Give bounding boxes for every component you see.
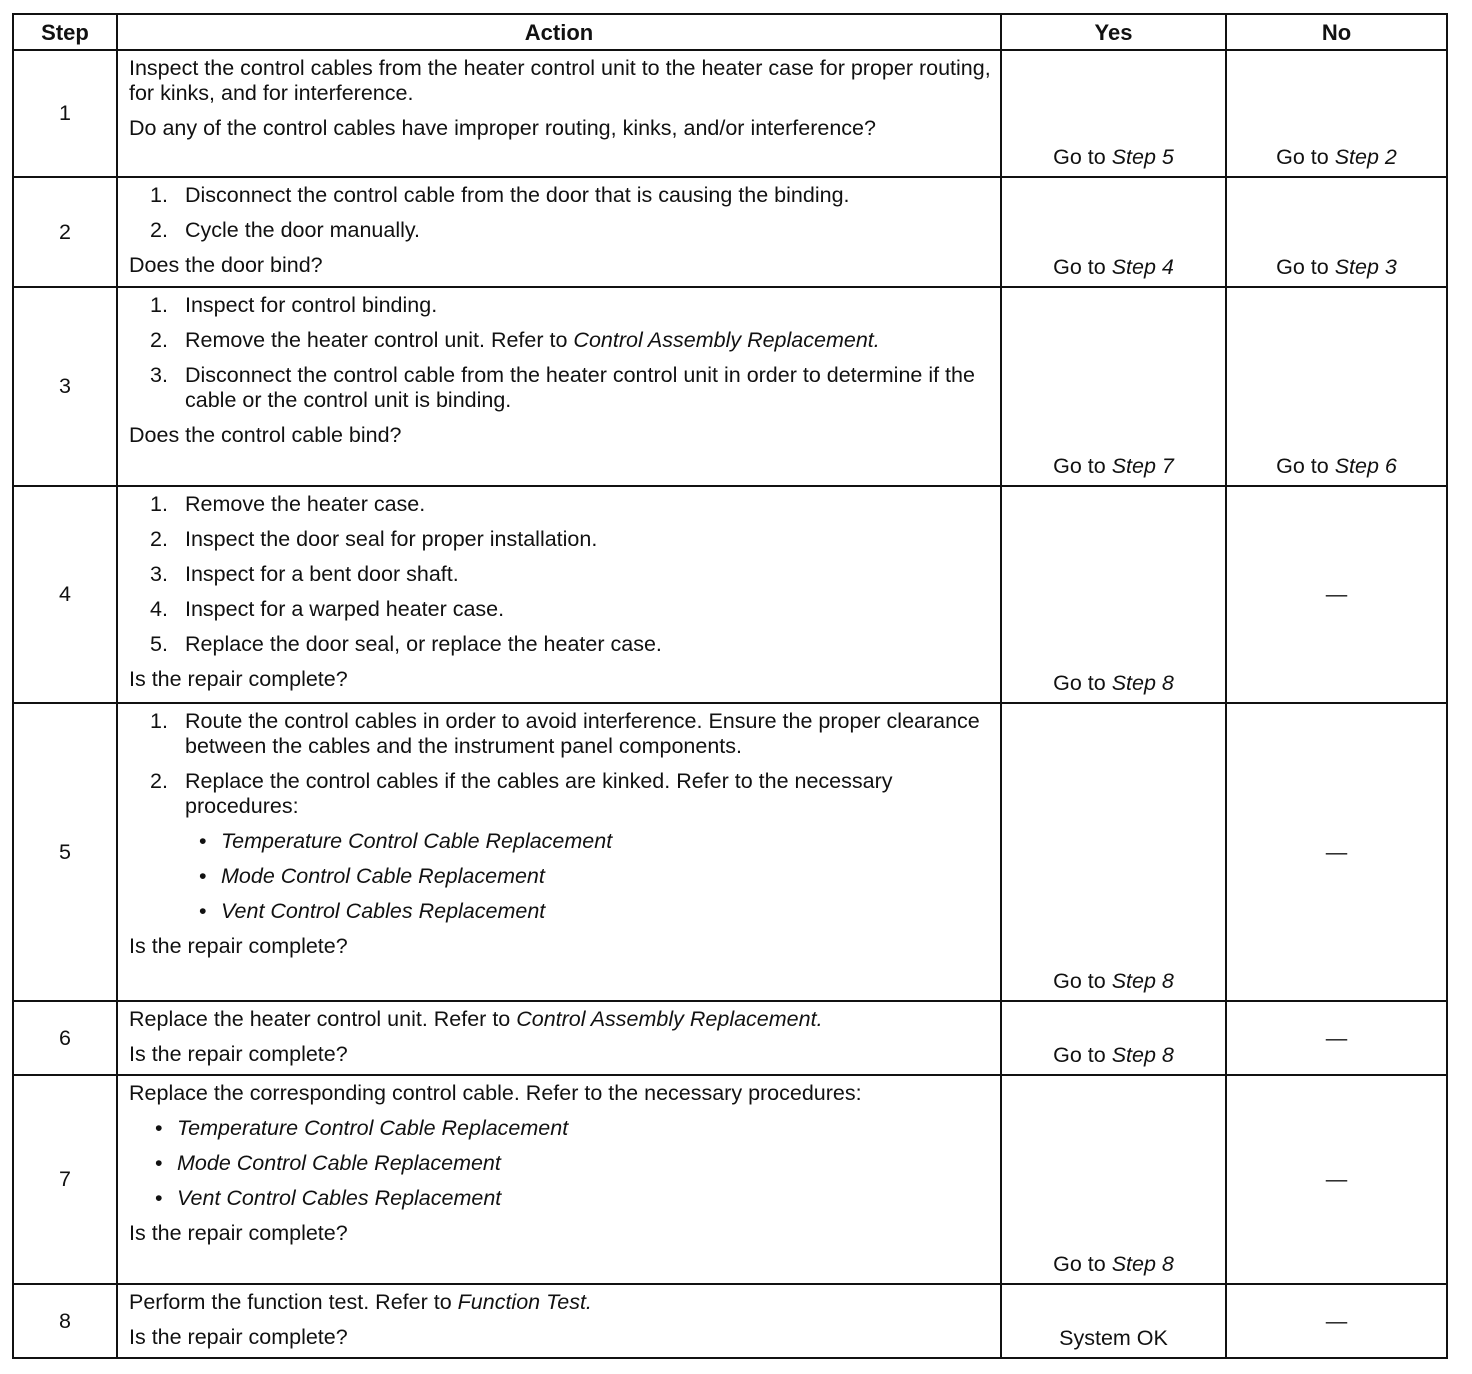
action-question: Do any of the control cables have improper routing, kinks, and/or interference?: [129, 116, 876, 140]
numbered-item: [129, 363, 992, 413]
table-row: [13, 1001, 1447, 1075]
item-text: Remove the heater case.: [185, 492, 426, 516]
numbered-item: [129, 183, 992, 208]
no-cell: [1226, 1075, 1447, 1284]
item-text: Inspect for a warped heater case.: [185, 597, 505, 621]
item-text: Inspect for control binding.: [185, 293, 438, 317]
table-row: [13, 287, 1447, 486]
action-cell: [117, 1075, 1001, 1284]
yes-cell: [1001, 177, 1226, 287]
procedure-reference: Vent Control Cables Replacement: [221, 899, 546, 923]
action-cell: [117, 486, 1001, 703]
action-cell: [117, 287, 1001, 486]
yes-step-link: Step 4: [1111, 255, 1174, 279]
bullet-icon: •: [155, 1151, 163, 1175]
no-cell: [1226, 287, 1447, 486]
item-text: Inspect the door seal for proper installation.: [185, 527, 598, 551]
action-text: [129, 1007, 992, 1032]
item-number: 1.: [150, 492, 168, 516]
bullet-item: [129, 1151, 992, 1176]
procedure-reference: Function Test.: [457, 1290, 592, 1314]
no-dash: —: [1325, 839, 1348, 864]
item-number: 1.: [150, 709, 168, 733]
no-step-link: Step 6: [1334, 454, 1397, 478]
item-number: 2.: [150, 328, 168, 352]
action-question: Is the repair complete?: [129, 1042, 348, 1066]
procedure-reference: Control Assembly Replacement.: [573, 328, 880, 352]
action-cell: [117, 1001, 1001, 1075]
go-to-label: Go to: [1053, 255, 1106, 279]
go-to-label: Go to: [1053, 145, 1106, 169]
action-cell: [117, 1284, 1001, 1358]
system-ok-text: System OK: [1059, 1326, 1168, 1350]
action-question: Is the repair complete?: [129, 1221, 348, 1245]
numbered-item: [129, 328, 992, 353]
no-step-link: Step 2: [1334, 145, 1397, 169]
no-cell: [1226, 1284, 1447, 1358]
item-number: 1.: [150, 183, 168, 207]
numbered-item: [129, 769, 992, 819]
bullet-icon: •: [155, 1186, 163, 1210]
yes-cell: [1001, 287, 1226, 486]
no-dash: —: [1325, 1308, 1348, 1333]
numbered-item: [129, 527, 992, 552]
go-to-label: Go to: [1053, 1252, 1106, 1276]
bullet-item: [129, 864, 992, 889]
no-cell: [1226, 177, 1447, 287]
step-number: 6: [13, 1001, 117, 1075]
bullet-icon: •: [199, 829, 207, 853]
action-text: [129, 1290, 992, 1315]
no-cell: [1226, 703, 1447, 1001]
step-number: 2: [13, 177, 117, 287]
no-dash: —: [1325, 1025, 1348, 1050]
yes-cell: [1001, 1001, 1226, 1075]
procedure-reference: Mode Control Cable Replacement: [177, 1151, 501, 1175]
action-text-main: Perform the function test. Refer to: [129, 1290, 452, 1314]
step-number: 8: [13, 1284, 117, 1358]
step-number: 5: [13, 703, 117, 1001]
header-action: Action: [117, 14, 1001, 50]
bullet-item: [129, 1186, 992, 1211]
action-question: Does the door bind?: [129, 253, 323, 277]
item-text: Inspect for a bent door shaft.: [185, 562, 459, 586]
no-cell: [1226, 1001, 1447, 1075]
no-dash: —: [1325, 582, 1348, 606]
yes-step-link: Step 8: [1111, 1252, 1174, 1276]
numbered-item: [129, 597, 992, 622]
procedure-reference: Temperature Control Cable Replacement: [221, 829, 613, 853]
go-to-label: Go to: [1276, 454, 1329, 478]
go-to-label: Go to: [1276, 145, 1329, 169]
bullet-item: [129, 829, 992, 854]
diagnostic-table-sheet: [12, 13, 1448, 1359]
step-number: 7: [13, 1075, 117, 1284]
header-no: No: [1226, 14, 1447, 50]
no-cell: [1226, 50, 1447, 177]
numbered-item: [129, 562, 992, 587]
yes-step-link: Step 8: [1111, 671, 1174, 695]
bullet-icon: •: [155, 1116, 163, 1140]
numbered-item: [129, 492, 992, 517]
bullet-icon: •: [199, 899, 207, 923]
item-number: 3.: [150, 363, 168, 387]
go-to-label: Go to: [1276, 255, 1329, 279]
action-question: Is the repair complete?: [129, 934, 348, 958]
step-number: 4: [13, 486, 117, 703]
header-row: [13, 14, 1447, 50]
item-text: Disconnect the control cable from the heater control unit in order to determine if the cable or the control unit is binding.: [185, 363, 975, 412]
item-text: Replace the door seal, or replace the heater case.: [185, 632, 662, 656]
bullet-icon: •: [199, 864, 207, 888]
action-text: Inspect the control cables from the heater control unit to the heater case for proper routing, for kinks, and for interference.: [129, 56, 991, 105]
step-number: 3: [13, 287, 117, 486]
item-number: 2.: [150, 769, 168, 793]
go-to-label: Go to: [1053, 454, 1106, 478]
item-number: 2.: [150, 527, 168, 551]
action-text: Replace the corresponding control cable. Refer to the necessary procedures:: [129, 1081, 862, 1105]
numbered-item: [129, 218, 992, 243]
numbered-item: [129, 632, 992, 657]
bullet-item: [129, 1116, 992, 1141]
header-yes: Yes: [1001, 14, 1226, 50]
action-question: Is the repair complete?: [129, 667, 348, 691]
numbered-item: [129, 293, 992, 318]
diagnostic-table: [12, 13, 1448, 1359]
procedure-reference: Temperature Control Cable Replacement: [177, 1116, 569, 1140]
item-number: 5.: [150, 632, 168, 656]
table-row: [13, 1284, 1447, 1358]
no-cell: [1226, 486, 1447, 703]
header-step: Step: [13, 14, 117, 50]
table-row: [13, 177, 1447, 287]
procedure-reference: Vent Control Cables Replacement: [177, 1186, 502, 1210]
go-to-label: Go to: [1053, 969, 1106, 993]
no-dash: —: [1325, 1167, 1348, 1191]
item-number: 1.: [150, 293, 168, 317]
item-text: Cycle the door manually.: [185, 218, 421, 242]
action-cell: [117, 703, 1001, 1001]
numbered-item: [129, 709, 992, 759]
go-to-label: Go to: [1053, 671, 1106, 695]
yes-step-link: Step 8: [1111, 969, 1174, 993]
go-to-label: Go to: [1053, 1043, 1106, 1067]
yes-step-link: Step 8: [1111, 1043, 1174, 1067]
action-cell: [117, 50, 1001, 177]
item-text: Route the control cables in order to avoid interference. Ensure the proper clearance between the cables and the instrument panel components.: [185, 709, 980, 758]
action-cell: [117, 177, 1001, 287]
action-question: Does the control cable bind?: [129, 423, 402, 447]
item-number: 3.: [150, 562, 168, 586]
table-row: [13, 703, 1447, 1001]
item-text: Replace the control cables if the cables are kinked. Refer to the necessary procedures:: [185, 769, 893, 818]
item-text: Remove the heater control unit. Refer to: [185, 328, 568, 352]
table-row: [13, 486, 1447, 703]
no-step-link: Step 3: [1334, 255, 1397, 279]
yes-step-link: Step 5: [1111, 145, 1174, 169]
yes-cell: [1001, 50, 1226, 177]
table-row: [13, 50, 1447, 177]
yes-cell: [1001, 486, 1226, 703]
bullet-item: [129, 899, 992, 924]
yes-cell: [1001, 1075, 1226, 1284]
action-question: Is the repair complete?: [129, 1325, 348, 1349]
table-row: [13, 1075, 1447, 1284]
step-number: 1: [13, 50, 117, 177]
procedure-reference: Mode Control Cable Replacement: [221, 864, 545, 888]
item-number: 4.: [150, 597, 168, 621]
yes-step-link: Step 7: [1111, 454, 1174, 478]
yes-cell: [1001, 703, 1226, 1001]
item-text: Disconnect the control cable from the door that is causing the binding.: [185, 183, 850, 207]
action-text-main: Replace the heater control unit. Refer to: [129, 1007, 511, 1031]
yes-cell: [1001, 1284, 1226, 1358]
procedure-reference: Control Assembly Replacement.: [516, 1007, 823, 1031]
item-number: 2.: [150, 218, 168, 242]
